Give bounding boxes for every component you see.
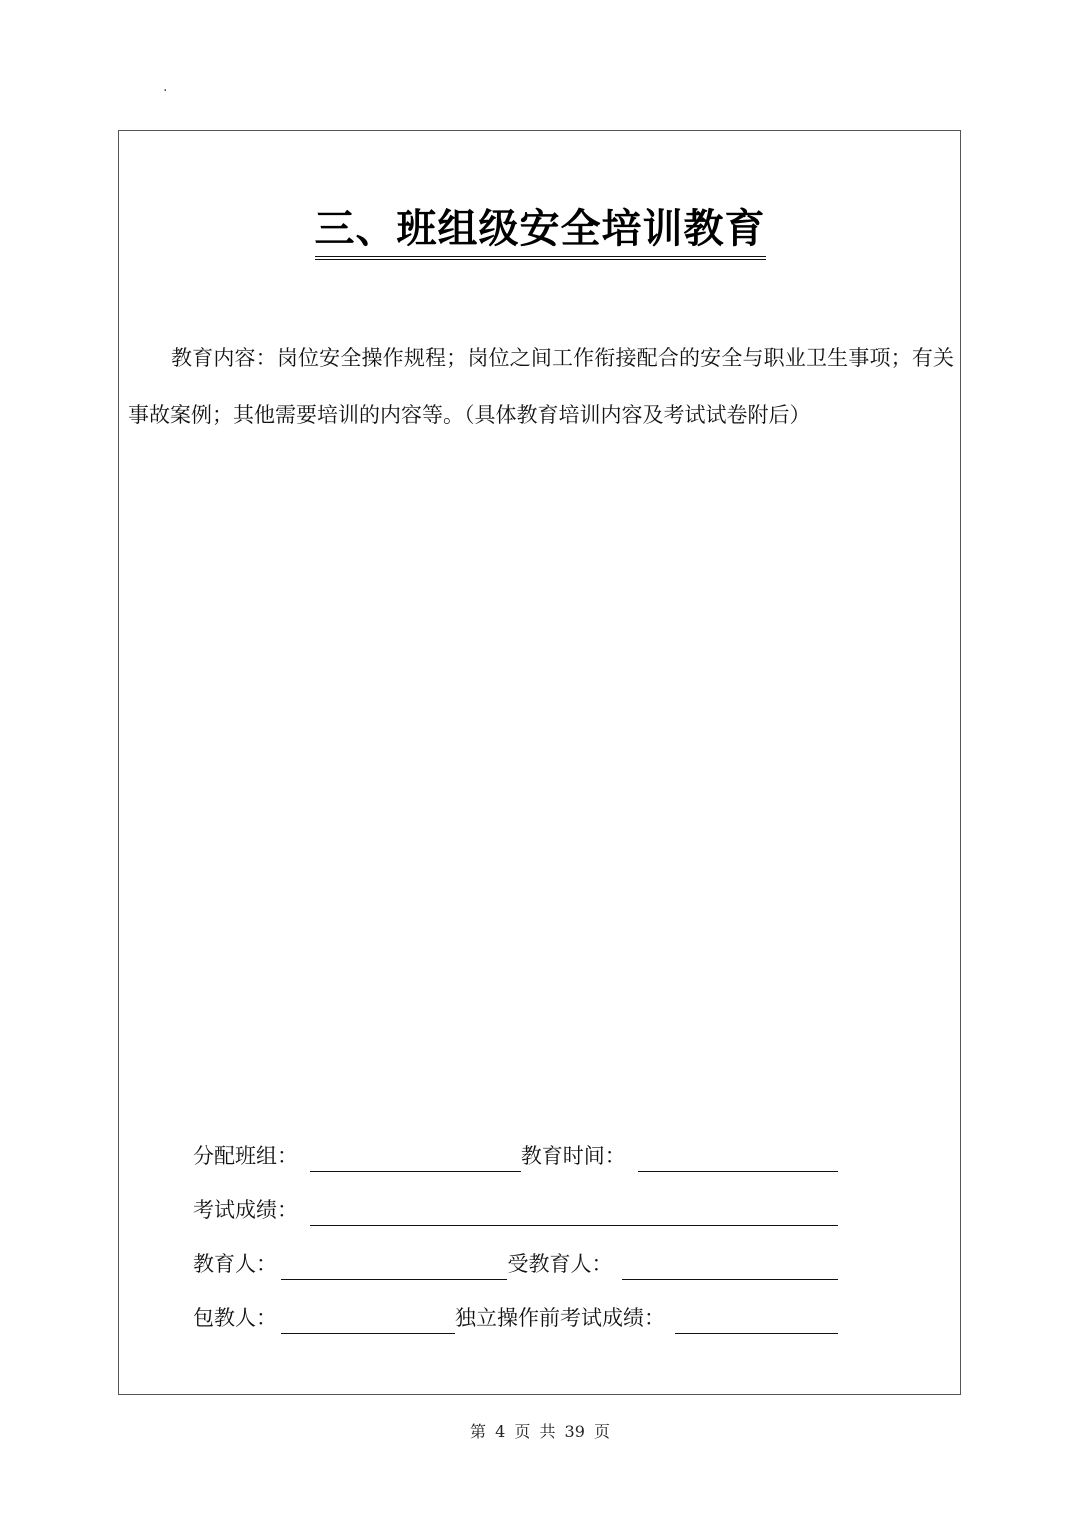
team-field[interactable] <box>310 1141 521 1172</box>
title-container <box>0 204 1080 260</box>
mentor-field[interactable] <box>281 1303 455 1334</box>
form-row-score <box>193 1188 838 1228</box>
form-row-mentor-prework <box>193 1296 838 1336</box>
trainee-label: 受教育人： <box>507 1252 613 1276</box>
educator-field[interactable] <box>281 1249 507 1280</box>
pre-work-exam-score-field[interactable] <box>675 1303 838 1334</box>
exam-score-label: 考试成绩： <box>193 1198 298 1222</box>
form-row-team-time <box>193 1134 838 1174</box>
trainee-field[interactable] <box>622 1249 838 1280</box>
pre-work-exam-score-label: 独立操作前考试成绩： <box>455 1306 665 1330</box>
header-mark: . <box>163 79 168 95</box>
form-row-educator-trainee <box>193 1242 838 1282</box>
page-title: 三、班组级安全培训教育 <box>315 204 766 260</box>
exam-score-field[interactable] <box>310 1195 838 1226</box>
mentor-label: 包教人： <box>193 1306 277 1330</box>
educator-label: 教育人： <box>193 1252 277 1276</box>
team-label: 分配班组： <box>193 1144 298 1168</box>
education-time-field[interactable] <box>638 1141 838 1172</box>
education-content-paragraph: 教育内容：岗位安全操作规程；岗位之间工作衔接配合的安全与职业卫生事项；有关事故案例；其他需要培训的内容等。（具体教育培训内容及考试试卷附后） <box>128 346 954 427</box>
page-number: 第 4 页 共 39 页 <box>470 1422 610 1441</box>
education-time-label: 教育时间： <box>520 1144 626 1168</box>
